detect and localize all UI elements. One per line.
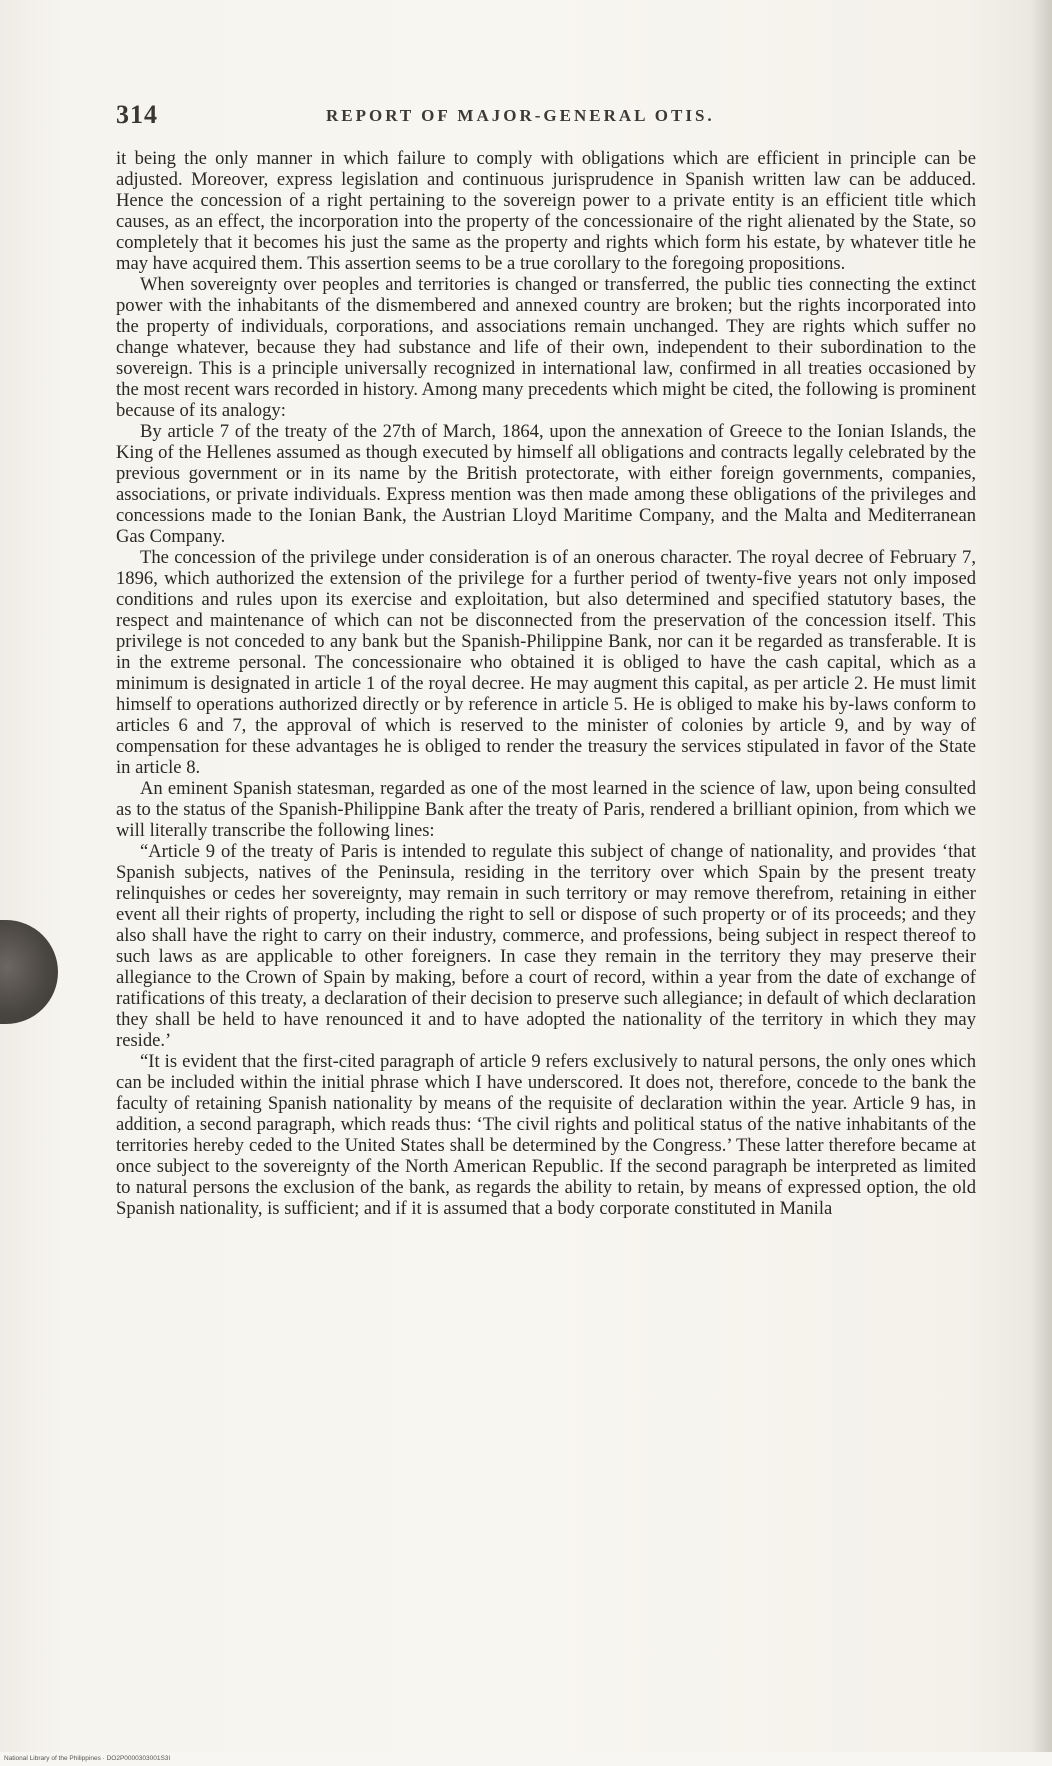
paragraph: “It is evident that the first-cited paragraph of article 9 refers exclusively to natural persons, the only ones which can be included within the initial phrase which I have underscored. It does not, therefore, concede to the bank the faculty of retaining Spanish nationality by means of the requisite of declaration within the year. Article 9 has, in addition, a second paragraph, which reads thus: ‘The civil rights and political status of the native inhabitants of the territories hereby ceded to the United States shall be determined by the Congress.’ These latter therefore became at once subject to the sovereignty of the North American Republic. If the second paragraph be interpreted as limited to natural persons the exclusion of the bank, as regards the ability to retain, by means of expressed option, the old Spanish nationality, is sufficient; and if it is assumed that a body corporate constituted in Manila [116,1051,976,1219]
page-edge-shadow [1030,0,1052,1766]
page-number: 314 [116,100,158,129]
scanner-thumb [0,920,58,1024]
body-text [116,148,976,1219]
running-head: REPORT OF MAJOR-GENERAL OTIS. [326,106,715,125]
scan-footer-note: National Library of the Philippines · DO2P0000303001S3I [4,1755,171,1762]
paragraph: “Article 9 of the treaty of Paris is intended to regulate this subject of change of nationality, and provides ‘that Spanish subjects, natives of the Peninsula, residing in the territory over which Spain by the present treaty relinquishes or cedes her sovereignty, may remain in such territory or may remove therefrom, retaining in either event all their rights of property, including the right to sell or dispose of such property or of its proceeds; and they also shall have the right to carry on their industry, commerce, and professions, being subject in respect thereof to such laws as are applicable to other foreigners. In case they remain in the territory they may preserve their allegiance to the Crown of Spain by making, before a court of record, within a year from the date of exchange of ratifications of this treaty, a declaration of their decision to preserve such allegiance; in default of which declaration they shall be held to have renounced it and to have adopted the nationality of the territory in which they may reside.’ [116,841,976,1051]
paragraph: An eminent Spanish statesman, regarded as one of the most learned in the science of law, upon being consulted as to the status of the Spanish-Philippine Bank after the treaty of Paris, rendered a brilliant opinion, from which we will literally transcribe the following lines: [116,778,976,841]
paragraph: The concession of the privilege under consideration is of an onerous character. The royal decree of February 7, 1896, which authorized the extension of the privilege for a further period of twenty-five years not only imposed conditions and rules upon its exercise and exploitation, but also determined and specified statutory bases, the respect and maintenance of which can not be disconnected from the preservation of the concession itself. This privilege is not conceded to any bank but the Spanish-Philippine Bank, nor can it be regarded as transferable. It is in the extreme personal. The concessionaire who obtained it is obliged to have the cash capital, which as a minimum is designated in article 1 of the royal decree. He may augment this capital, as per article 2. He must limit himself to operations authorized directly or by reference in article 5. He is obliged to make his by-laws conform to articles 6 and 7, the approval of which is reserved to the minister of colonies by article 9, and by way of compensation for these advantages he is obliged to render the treasury the services stipulated in favor of the State in article 8. [116,547,976,778]
paragraph: it being the only manner in which failure to comply with obligations which are efficient in principle can be adjusted. Moreover, express legislation and continuous jurisprudence in Spanish written law can be adduced. Hence the concession of a right pertaining to the sovereign power to a private entity is an efficient title which causes, as an effect, the incorporation into the property of the concessionaire of the right alienated by the State, so completely that it becomes his just the same as the property and rights which form his estate, by whatever title he may have acquired them. This assertion seems to be a true corollary to the foregoing propositions. [116,148,976,274]
paragraph: By article 7 of the treaty of the 27th of March, 1864, upon the annexation of Greece to the Ionian Islands, the King of the Hellenes assumed as though executed by himself all obligations and contracts legally celebrated by the previous government or in its name by the British protectorate, with either foreign governments, companies, associations, or private individuals. Express mention was then made among these obligations of the privileges and concessions made to the Ionian Bank, the Austrian Lloyd Maritime Company, and the Malta and Mediterranean Gas Company. [116,421,976,547]
page-header [116,100,976,134]
paragraph: When sovereignty over peoples and territories is changed or transferred, the public ties connecting the extinct power with the inhabitants of the dismembered and annexed country are broken; but the rights incorporated into the property of individuals, corporations, and associations remain unchanged. They are rights which suffer no change whatever, because they had substance and life of their own, independent to their subordination to the sovereign. This is a principle universally recognized in international law, confirmed in all treaties occasioned by the most recent wars recorded in history. Among many precedents which might be cited, the following is prominent because of its analogy: [116,274,976,421]
